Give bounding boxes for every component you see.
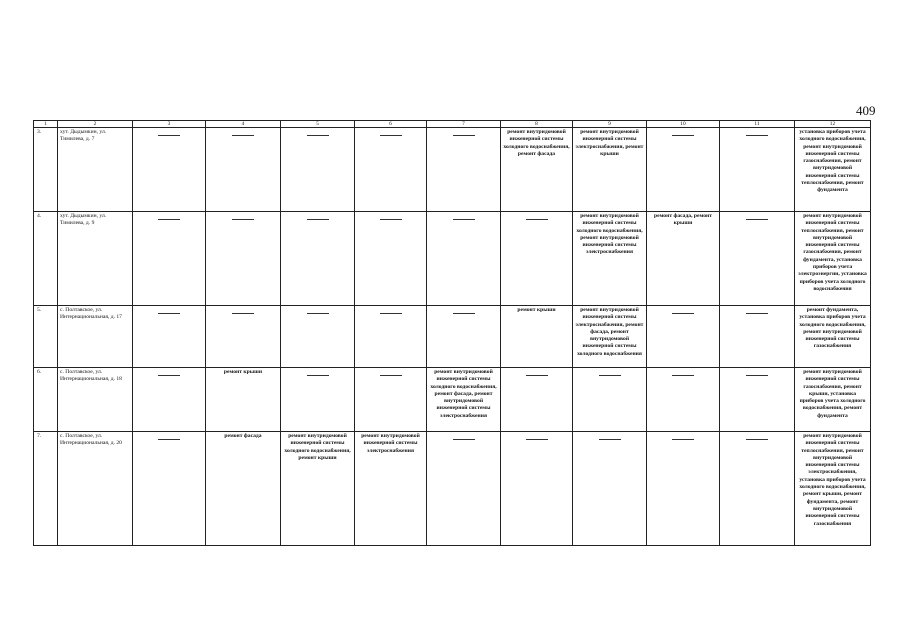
dash-mark [307,219,329,220]
work-cell: ремонт внутридомовой инженерной системы теплоснабжения, ремонт внутридомовой инженерной системы электроснабжения, установка приборов учета холодного водоснабжения, ремонт крыши, ремонт фундамента, ремонт внутридомовой инженерной системы газоснабжения [795,432,871,546]
column-number: 7 [427,121,501,128]
empty-dash-cell [281,212,355,306]
work-cell: ремонт внутридомовой инженерной системы электроснабжения, ремонт фасада, ремонт внутридомовой инженерной системы холодного водоснабжения [573,306,647,368]
dash-mark [672,135,694,136]
empty-dash-cell [501,432,573,546]
empty-dash-cell [133,212,206,306]
empty-dash-cell [133,368,206,432]
work-cell: ремонт внутридомовой инженерной системы теплоснабжения, ремонт внутридомовой инженерной системы газоснабжения, ремонт фундамента, установка приборов учета электроэнергии, установка приборов учета холодного водоснабжения [795,212,871,306]
empty-dash-cell [427,128,501,212]
dash-mark [453,135,475,136]
address-cell: с. Полтавское, ул. Интернациональная, д. 18 [58,368,133,432]
work-cell: ремонт крыши [206,368,281,432]
column-number: 1 [34,121,58,128]
dash-mark [526,439,548,440]
repair-schedule-table [33,120,871,546]
dash-mark [746,439,768,440]
column-number-row [34,121,871,128]
dash-mark [307,313,329,314]
table-row [34,212,871,306]
empty-dash-cell [573,432,647,546]
dash-mark [672,375,694,376]
column-number: 10 [647,121,720,128]
table-row [34,368,871,432]
address-cell: с. Полтавское, ул. Интернациональная, д. 17 [58,306,133,368]
empty-dash-cell [720,368,795,432]
empty-dash-cell [427,212,501,306]
column-number: 6 [355,121,427,128]
dash-mark [746,219,768,220]
empty-dash-cell [647,128,720,212]
empty-dash-cell [720,306,795,368]
work-cell: ремонт крыши [501,306,573,368]
empty-dash-cell [206,306,281,368]
row-number: 3. [34,128,58,212]
table-row [34,432,871,546]
empty-dash-cell [647,306,720,368]
dash-mark [307,135,329,136]
row-number: 6. [34,368,58,432]
dash-mark [232,219,254,220]
dash-mark [158,135,180,136]
work-cell: ремонт внутридомовой инженерной системы холодного водоснабжения, ремонт фасада, ремонт внутридомовой инженерной системы электроснабжения [427,368,501,432]
address-cell: хут. Дыдымкин, ул. Тимилева, д. 7 [58,128,133,212]
page-number: 409 [856,103,876,118]
empty-dash-cell [647,432,720,546]
address-cell: хут. Дыдымкин, ул. Тимилева, д. 9 [58,212,133,306]
empty-dash-cell [355,306,427,368]
empty-dash-cell [281,368,355,432]
work-cell: установка приборов учета холодного водоснабжения, ремонт внутридомовой инженерной системы газоснабжения, ремонт внутридомовой инженерной системы теплоснабжения, ремонт фундамента [795,128,871,212]
dash-mark [232,135,254,136]
table-row [34,306,871,368]
work-cell: ремонт фасада, ремонт крыши [647,212,720,306]
work-cell: ремонт внутридомовой инженерной системы газоснабжения, ремонт крыши, установка приборов учета холодного водоснабжения, ремонт фундамента [795,368,871,432]
column-number: 4 [206,121,281,128]
empty-dash-cell [720,128,795,212]
dash-mark [453,219,475,220]
empty-dash-cell [206,212,281,306]
work-cell: ремонт внутридомовой инженерной системы холодного водоснабжения, ремонт крыши [281,432,355,546]
dash-mark [453,439,475,440]
address-cell: с. Полтавское, ул. Интернациональная, д. 20 [58,432,133,546]
work-cell: ремонт внутридомовой инженерной системы электроснабжения [355,432,427,546]
row-number: 7. [34,432,58,546]
dash-mark [232,313,254,314]
empty-dash-cell [427,306,501,368]
empty-dash-cell [647,368,720,432]
dash-mark [380,135,402,136]
column-number: 3 [133,121,206,128]
column-number: 12 [795,121,871,128]
empty-dash-cell [133,306,206,368]
work-cell: ремонт фундамента, установка приборов учета холодного водоснабжения, ремонт внутридомовой инженерной системы газоснабжения [795,306,871,368]
empty-dash-cell [355,128,427,212]
column-number: 9 [573,121,647,128]
work-cell: ремонт внутридомовой инженерной системы холодного водоснабжения, ремонт внутридомовой инженерной системы электроснабжения [573,212,647,306]
row-number: 4. [34,212,58,306]
empty-dash-cell [355,368,427,432]
dash-mark [158,375,180,376]
empty-dash-cell [281,128,355,212]
column-number: 2 [58,121,133,128]
table-row [34,128,871,212]
dash-mark [599,439,621,440]
dash-mark [380,375,402,376]
column-number: 5 [281,121,355,128]
dash-mark [599,375,621,376]
work-cell: ремонт внутридомовой инженерной системы холодного водоснабжения, ремонт фасада [501,128,573,212]
empty-dash-cell [427,432,501,546]
dash-mark [672,313,694,314]
column-number: 8 [501,121,573,128]
dash-mark [526,219,548,220]
dash-mark [307,375,329,376]
work-cell: ремонт внутридомовой инженерной системы электроснабжения, ремонт крыши [573,128,647,212]
dash-mark [158,219,180,220]
empty-dash-cell [355,212,427,306]
empty-dash-cell [501,368,573,432]
dash-mark [526,375,548,376]
dash-mark [746,135,768,136]
dash-mark [453,313,475,314]
empty-dash-cell [720,212,795,306]
column-number: 11 [720,121,795,128]
dash-mark [158,313,180,314]
dash-mark [380,313,402,314]
empty-dash-cell [133,432,206,546]
row-number: 5. [34,306,58,368]
dash-mark [158,439,180,440]
empty-dash-cell [573,368,647,432]
dash-mark [746,375,768,376]
empty-dash-cell [720,432,795,546]
empty-dash-cell [206,128,281,212]
work-cell: ремонт фасада [206,432,281,546]
empty-dash-cell [133,128,206,212]
empty-dash-cell [281,306,355,368]
empty-dash-cell [501,212,573,306]
dash-mark [380,219,402,220]
dash-mark [672,439,694,440]
dash-mark [746,313,768,314]
